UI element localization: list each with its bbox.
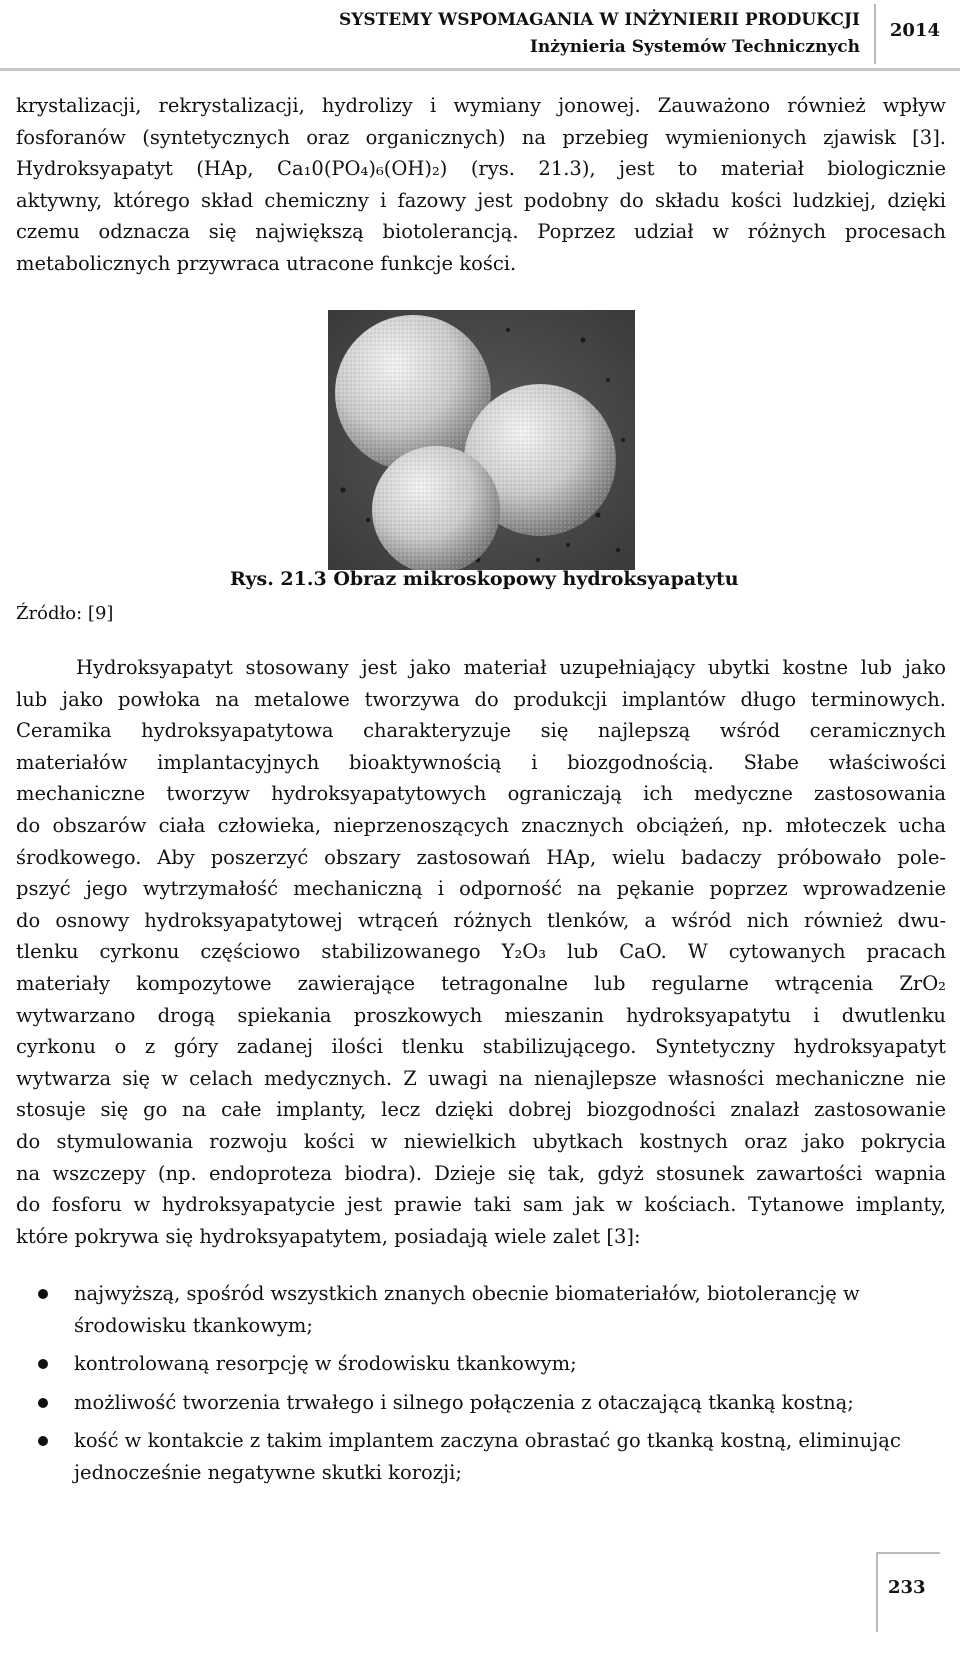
text-line: do osnowy hydroksyapatytowej wtrąceń różnych tlenków, a wśród nich również dwu-	[16, 908, 946, 932]
list-item	[16, 1348, 946, 1380]
text-line: do fosforu w hydroksyapatycie jest prawie taki sam jak w kościach. Tytanowe implanty,	[16, 1193, 946, 1217]
list-item-text: kość w kontakcie z takim implantem zaczyna obrastać go tkanką kostną, eliminując jednocześnie negatywne skutki korozji;	[74, 1429, 901, 1484]
list-item-text: kontrolowaną resorpcję w środowisku tkankowym;	[74, 1352, 577, 1376]
page-header	[0, 0, 960, 74]
text-line: metabolicznych przywraca utracone funkcje kości.	[16, 251, 517, 275]
list-item	[16, 1278, 946, 1341]
text-line: środkowego. Aby poszerzyć obszary zastosowań HAp, wielu badaczy próbowało pole-	[16, 845, 946, 869]
text-line: cyrkonu o z góry zadanej ilości tlenku stabilizującego. Syntetyczny hydroksyapatyt	[16, 1035, 946, 1059]
text-line: czemu odznacza się największą biotolerancją. Poprzez udział w różnych procesach	[16, 220, 946, 244]
text-line: pszyć jego wytrzymałość mechaniczną i odporność na pękanie poprzez wprowadzenie	[16, 877, 946, 901]
paragraph-intro	[16, 90, 946, 280]
text-line: tlenku cyrkonu częściowo stabilizowanego Y₂O₃ lub CaO. W cytowanych pracach	[16, 940, 946, 964]
text-line: materiałów implantacyjnych bioaktywnością i biozgodnością. Słabe właściwości	[16, 750, 946, 774]
text-line: krystalizacji, rekrystalizacji, hydrolizy i wymiany jonowej. Zauważono również wpływ	[16, 94, 946, 117]
text-line: do obszarów ciała człowieka, nieprzenoszących znacznych obciążeń, np. młoteczek ucha	[16, 813, 946, 837]
bullet-icon	[38, 1436, 48, 1446]
microscope-image	[328, 310, 635, 570]
page-number: 233	[888, 1577, 926, 1598]
sphere-bottom	[372, 446, 500, 570]
text-line: na wszczepy (np. endoproteza biodra). Dzieje się tak, gdyż stosunek zawartości wapnia	[16, 1161, 946, 1185]
bullet-icon	[38, 1398, 48, 1408]
bullet-icon	[38, 1359, 48, 1369]
bullet-icon	[38, 1289, 48, 1299]
text-line: lub jako powłoka na metalowe tworzywa do produkcji implantów długo terminowych.	[16, 687, 946, 711]
text-line: które pokrywa się hydroksyapatytem, posiadają wiele zalet [3]:	[16, 1224, 641, 1248]
text-line: Hydroksyapatyt (HAp, Ca₁0(PO₄)₆(OH)₂) (rys. 21.3), jest to materiał biologicznie	[16, 157, 946, 181]
text-line: wytwarzano drogą spiekania proszkowych mieszanin hydroksyapatytu i dwutlenku	[16, 1003, 946, 1027]
header-title	[339, 7, 860, 61]
figure-caption: Rys. 21.3 Obraz mikroskopowy hydroksyapatytu	[230, 568, 739, 590]
text-line: do stymulowania rozwoju kości w niewielkich ubytkach kostnych oraz jako pokrycia	[16, 1129, 946, 1153]
text-line: stosuje się go na całe implanty, lecz dzięki dobrej biozgodności znalazł zastosowanie	[16, 1098, 946, 1122]
list-item-text: możliwość tworzenia trwałego i silnego połączenia z otaczającą tkanką kostną;	[74, 1390, 854, 1414]
text-line: mechaniczne tworzyw hydroksyapatytowych ograniczają ich medyczne zastosowania	[16, 782, 946, 806]
paragraph-main	[16, 652, 946, 1252]
header-subtitle: Inżynieria Systemów Technicznych	[529, 37, 860, 57]
header-journal: SYSTEMY WSPOMAGANIA W INŻYNIERII PRODUKCJI	[338, 10, 860, 30]
header-year: 2014	[889, 20, 940, 41]
header-divider	[874, 4, 876, 64]
figure-source: Źródło: [9]	[16, 603, 114, 624]
text-line: fosforanów (syntetycznych oraz organicznych) na przebieg wymienionych zjawisk [3].	[16, 125, 946, 149]
text-line: wytwarza się w celach medycznych. Z uwagi na nienajlepsze własności mechaniczne nie	[16, 1066, 946, 1090]
list-item	[16, 1387, 946, 1419]
header-rule	[0, 68, 960, 71]
list-item-text: najwyższą, spośród wszystkich znanych obecnie biomateriałów, biotolerancję w środowisku tkankowym;	[74, 1282, 860, 1337]
text-line: aktywny, którego skład chemiczny i fazowy jest podobny do składu kości ludzkiej, dzięki	[16, 188, 946, 212]
text-line: Hydroksyapatyt stosowany jest jako materiał uzupełniający ubytki kostne lub jako	[76, 656, 946, 679]
advantages-list	[16, 1278, 946, 1496]
list-item	[16, 1425, 946, 1488]
text-line: Ceramika hydroksyapatytowa charakteryzuje się najlepszą wśród ceramicznych	[16, 719, 946, 743]
text-line: materiały kompozytowe zawierające tetragonalne lub regularne wtrącenia ZrO₂	[16, 971, 946, 995]
